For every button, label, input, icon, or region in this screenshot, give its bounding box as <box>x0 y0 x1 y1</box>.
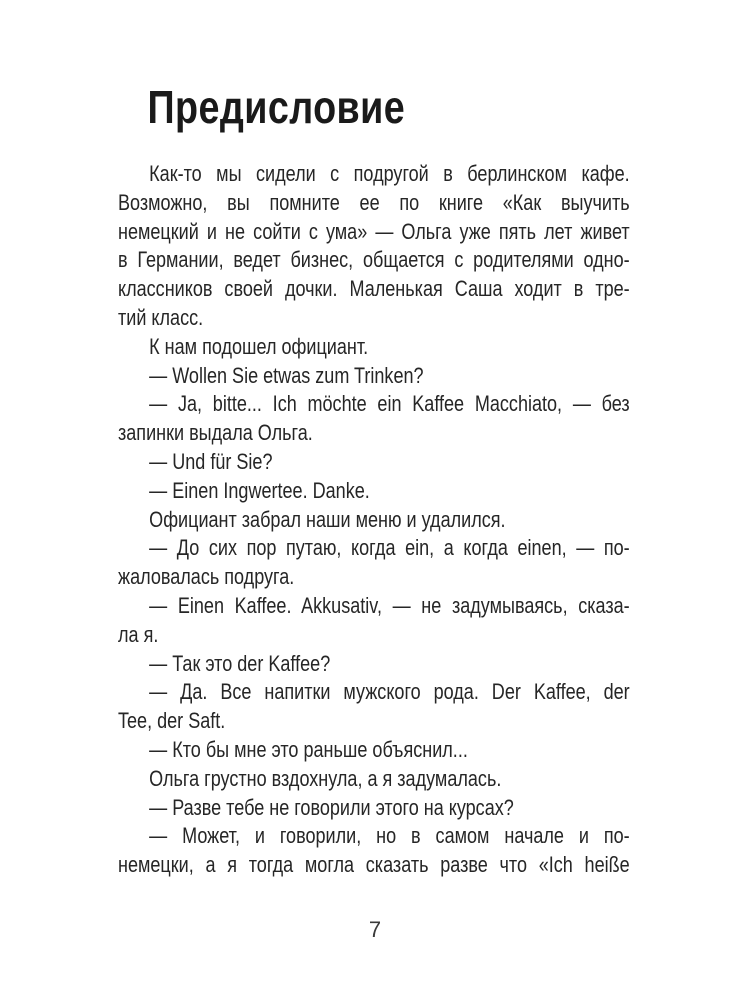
text-line: Возможно, вы помните ее по книге «Как выучить <box>118 189 630 215</box>
text-column <box>118 80 630 880</box>
text-line: — Так это der Kaffee? <box>149 650 331 676</box>
page-body <box>118 160 630 880</box>
text-line: жаловалась подруга. <box>118 564 295 590</box>
text-line: классников своей дочки. Маленькая Саша ходит в тре- <box>118 276 630 302</box>
text-line: К нам подошел официант. <box>149 333 369 359</box>
text-line: — Einen Ingwertee. Danke. <box>149 477 370 503</box>
text-line: немецки, а я тогда могла сказать разве что «Ich heiße <box>118 852 630 878</box>
page-title: Предисловие <box>147 81 406 133</box>
text-line: — Разве тебе не говорили этого на курсах? <box>149 794 514 820</box>
page-number: 7 <box>368 917 382 942</box>
text-line: — Да. Все напитки мужского рода. Der Kaffee, der <box>149 679 630 705</box>
text-line: Официант забрал наши меню и удалился. <box>149 506 506 532</box>
text-line: Как-то мы сидели с подругой в берлинском кафе. <box>149 161 630 186</box>
text-line: — До сих пор путаю, когда ein, а когда einen, — по- <box>149 535 630 561</box>
text-line: в Германии, ведет бизнес, общается с родителями одно- <box>118 247 630 273</box>
text-line: тий класс. <box>118 304 204 330</box>
text-line: запинки выдала Ольга. <box>118 420 313 446</box>
text-line: — Ja, bitte... Ich möchte ein Kaffee Macchiato, — без <box>149 391 630 417</box>
text-line: Ольга грустно вздохнула, а я задумалась. <box>149 765 502 791</box>
text-line: — Wollen Sie etwas zum Trinken? <box>149 362 424 388</box>
text-line: — Und für Sie? <box>149 448 273 474</box>
text-line: немецкий и не сойти с ума» — Ольга уже пять лет живет <box>118 218 630 244</box>
text-line: — Может, и говорили, но в самом начале и по- <box>149 823 630 849</box>
text-line: Tee, der Saft. <box>118 708 226 734</box>
text-line: ла я. <box>118 621 159 647</box>
text-line: — Кто бы мне это раньше объяснил... <box>149 736 468 762</box>
text-line: — Einen Kaffee. Akkusativ, — не задумываясь, сказа- <box>149 592 630 618</box>
